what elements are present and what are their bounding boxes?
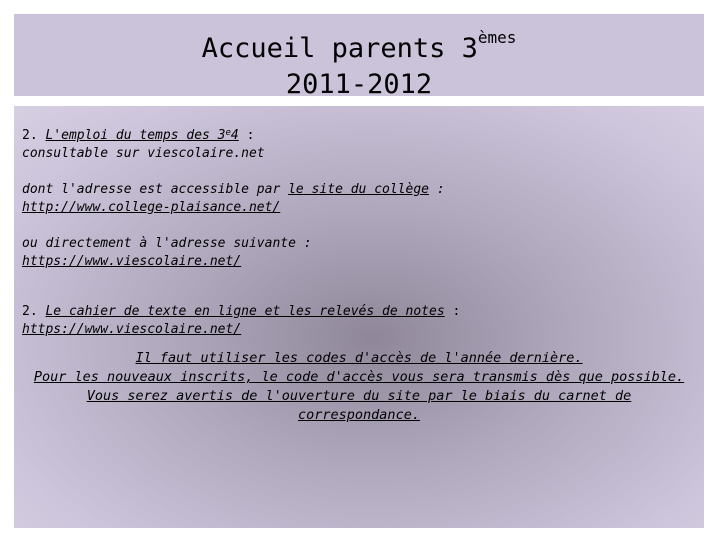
para-2-suffix: :: [429, 182, 445, 197]
para-2: [22, 181, 696, 199]
notice-line-4: correspondance.: [298, 407, 420, 423]
notice-line-3: Vous serez avertis de l'ouverture du site par le biais du carnet de: [86, 388, 632, 404]
item-1-label-end: 4: [230, 128, 239, 143]
viescolaire-url-link-2[interactable]: https://www.viescolaire.net/: [22, 322, 242, 337]
item-1-number: 2.: [22, 128, 38, 143]
notice-line-1: Il faut utiliser les codes d'accès de l'année dernière.: [135, 350, 583, 366]
item-1: [22, 124, 696, 145]
college-url-link[interactable]: http://www.college-plaisance.net/: [22, 200, 281, 215]
college-site-link[interactable]: le site du collège: [288, 182, 429, 197]
item-1-label: L'emploi du temps des 3e4: [45, 128, 239, 143]
item-1-suffix: :: [238, 128, 255, 143]
item-2: [22, 303, 696, 321]
title-line-1: [14, 20, 704, 67]
item-2-number: 2.: [22, 304, 38, 319]
notice-line-2: Pour les nouveaux inscrits, le code d'accès vous sera transmis dès que possible.: [33, 369, 685, 385]
notice-block: [22, 349, 696, 425]
title-line-2: 2011-2012: [285, 69, 433, 100]
item-1-label-sup: e: [225, 128, 231, 138]
para-2-text: dont l'adresse est accessible par: [22, 182, 289, 197]
viescolaire-url-link-1[interactable]: https://www.viescolaire.net/: [22, 254, 242, 269]
item-1-line-2: consultable sur viescolaire.net: [22, 146, 265, 161]
title-box: [14, 14, 704, 100]
title-text: Accueil parents 3: [201, 33, 478, 64]
item-2-suffix: :: [444, 304, 461, 319]
para-3-text: ou directement à l'adresse suivante :: [22, 236, 312, 251]
content-box: [14, 106, 704, 528]
title-superscript: èmes: [477, 28, 517, 47]
item-2-label: Le cahier de texte en ligne et les relevés de notes: [45, 304, 445, 319]
